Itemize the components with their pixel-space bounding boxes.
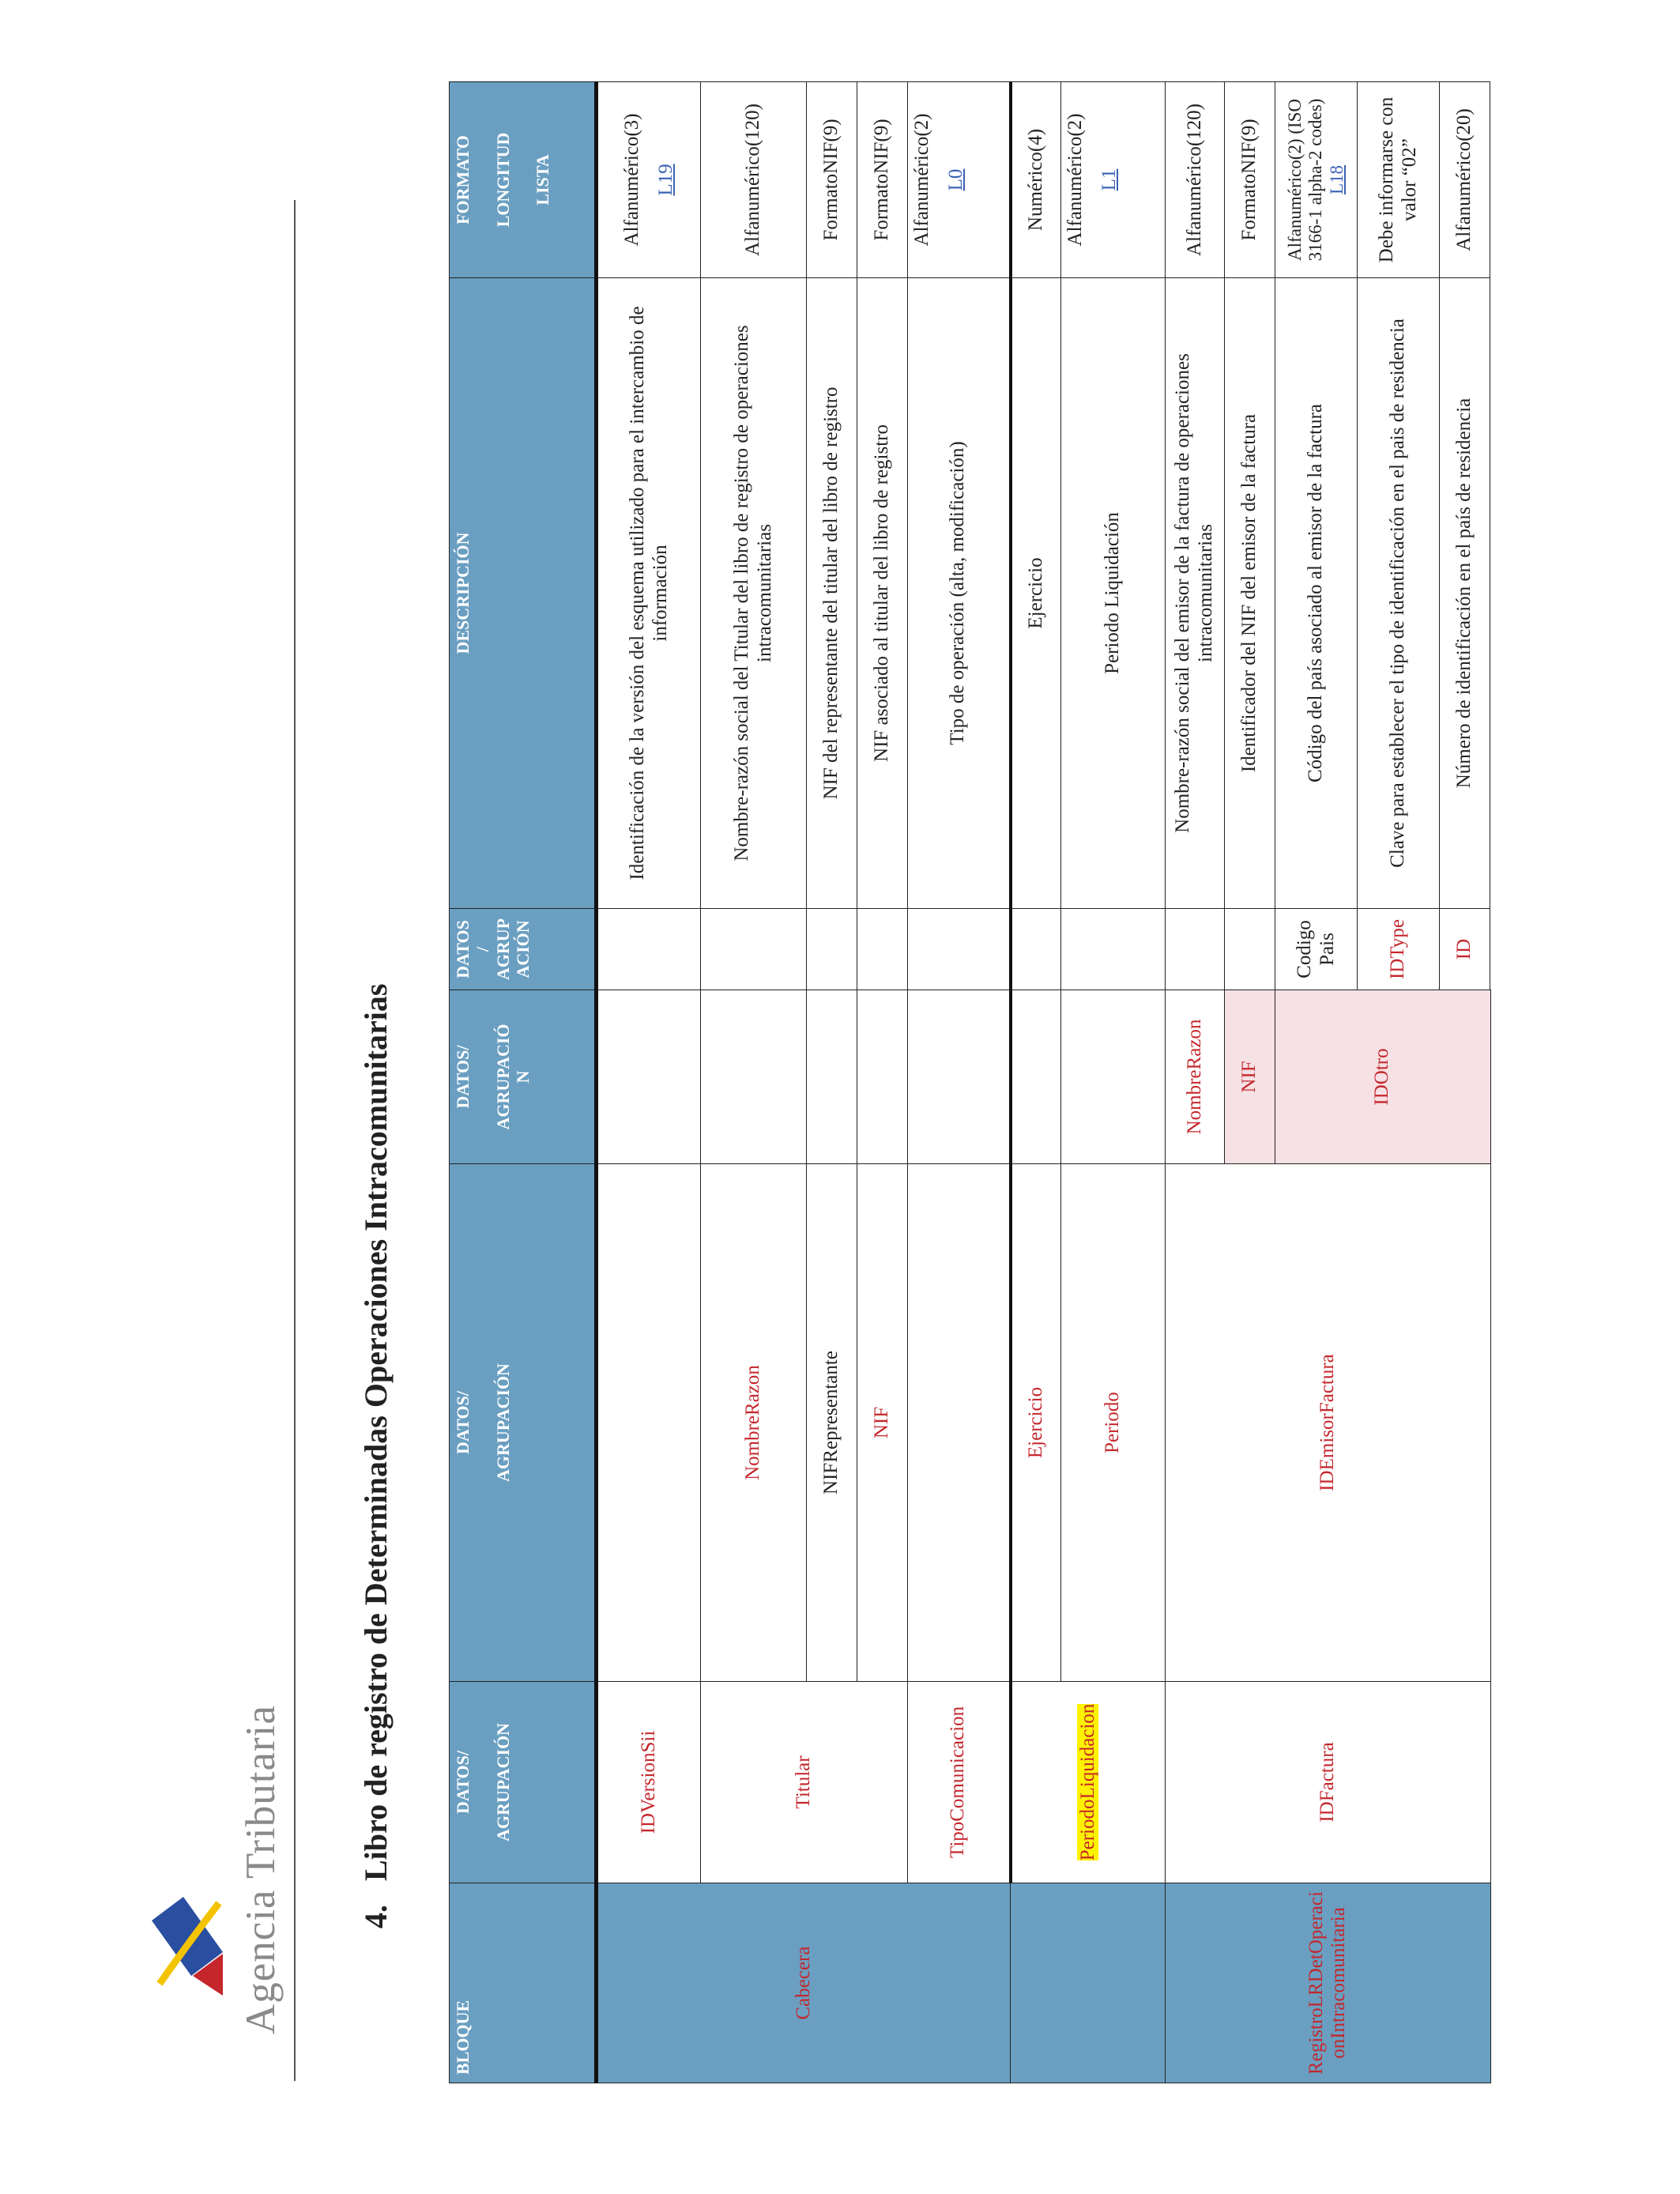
desc-nif-titular: NIF asociado al titular del libro de registro (857, 278, 908, 909)
desc-periodo: Periodo Liquidación (1061, 278, 1166, 909)
cell-codigopais: Codigo Pais (1275, 909, 1358, 990)
cell-periodo: Periodo (1061, 1164, 1166, 1682)
table-row (1166, 82, 1225, 2083)
cell-nombrerazon: NombreRazon (701, 1164, 807, 1682)
desc-emisor-nif: Identificador del NIF del emisor de la factura (1225, 278, 1275, 909)
table-row (1011, 82, 1061, 2083)
desc-nombrerazon: Nombre-razón social del Titular del libro de registro de operaciones intracomunitarias (701, 278, 807, 909)
fmt-codigopais: Alfanumérico(2) (ISO 3166-1 alpha-2 codes) L18 (1275, 82, 1358, 278)
fmt-idversionsii: Alfanumérico(3) L19 (597, 82, 701, 278)
cell-emisor-nombrerazon: NombreRazon (1166, 990, 1225, 1164)
header-rule (294, 200, 296, 2081)
list-link-l1[interactable]: L1 (1098, 168, 1120, 191)
section-number: 4. (358, 1905, 394, 1928)
cell-id: ID (1440, 909, 1490, 990)
desc-idtype: Clave para establecer el tipo de identificación en el pais de residencia (1358, 278, 1440, 909)
header-datos-1: DATOS/ AGRUPACIÓN (450, 1682, 597, 1883)
cell-periodoliquidacion (1011, 1682, 1166, 1883)
list-link-l0[interactable]: L0 (944, 168, 966, 191)
list-link-l19[interactable]: L19 (654, 164, 676, 196)
cell-idotro: IDOtro (1275, 990, 1491, 1164)
desc-nifrepresentante: NIF del representante del titular del libro de registro (807, 278, 857, 909)
block-registro: RegistroLRDetOperacionIntracomunitaria (1166, 1883, 1491, 2083)
table-row (597, 82, 701, 2083)
desc-codigopais: Código del país asociado al emisor de la factura (1275, 278, 1358, 909)
fmt-id: Alfanumérico(20) (1440, 82, 1490, 278)
cell-titular: Titular (701, 1682, 908, 1883)
header-bloque: BLOQUE (450, 1883, 597, 2083)
cell-tipocomunicacion: TipoComunicacion (908, 1682, 1011, 1883)
cell-idemisorfactura: IDEmisorFactura (1166, 1164, 1491, 1682)
cell-idfactura: IDFactura (1166, 1682, 1491, 1883)
periodoliquidacion-highlight: PeriodoLiquidacion (1076, 1703, 1098, 1861)
fmt-idtype: Debe informarse con valor “02” (1358, 82, 1440, 278)
agencia-tributaria-logo-icon (152, 1897, 223, 1996)
cell-ejercicio: Ejercicio (1011, 1164, 1061, 1682)
fmt-ejercicio: Numérico(4) (1011, 82, 1061, 278)
header-datos-3: DATOS/ AGRUPACIÓ N (450, 990, 597, 1164)
desc-id: Número de identificación en el país de residencia (1440, 278, 1490, 909)
list-link-l18[interactable]: L18 (1326, 164, 1347, 195)
fmt-emisor-nombrerazon: Alfanumérico(120) (1166, 82, 1225, 278)
table-row (701, 82, 807, 2083)
cell-nifrepresentante: NIFRepresentante (807, 1164, 857, 1682)
header-datos-2: DATOS/ AGRUPACIÓN (450, 1164, 597, 1682)
fmt-nifrepresentante: FormatoNIF(9) (807, 82, 857, 278)
record-table (449, 82, 1476, 2083)
block-cabecera: Cabecera (597, 1883, 1011, 2083)
fmt-periodo: Alfanumérico(2) L1 (1061, 82, 1166, 278)
fmt-tipocomunicacion: Alfanumérico(2) L0 (908, 82, 1011, 278)
header-descripcion: DESCRIPCIÓN (450, 278, 597, 909)
header-formato: FORMATO LONGITUD LISTA (450, 82, 597, 278)
cell-emisor-nif: NIF (1225, 990, 1275, 1164)
cell-idversionsii: IDVersionSii (597, 1682, 701, 1883)
section-title-text: Libro de registro de Determinadas Operaciones Intracomunitarias (358, 983, 394, 1881)
cell-idtype: IDType (1358, 909, 1440, 990)
desc-idversionsii: Identificación de la versión del esquema utilizado para el intercambio de información (597, 278, 701, 909)
fmt-nombrerazon: Alfanumérico(120) (701, 82, 807, 278)
block-periodo (1011, 1883, 1166, 2083)
desc-ejercicio: Ejercicio (1011, 278, 1061, 909)
fmt-emisor-nif: FormatoNIF(9) (1225, 82, 1275, 278)
brand-name: Agencia Tributaria (238, 1705, 284, 2034)
section-title (357, 822, 405, 1928)
header-datos-4: DATOS / AGRUP ACIÓN (450, 909, 597, 990)
table-row (908, 82, 1011, 2083)
cell-nif-titular: NIF (857, 1164, 908, 1682)
desc-tipocomunicacion: Tipo de operación (alta, modificación) (908, 278, 1011, 909)
desc-emisor-nombrerazon: Nombre-razón social del emisor de la factura de operaciones intracomunitarias (1166, 278, 1225, 909)
fmt-nif-titular: FormatoNIF(9) (857, 82, 908, 278)
table-header-row (450, 82, 597, 2083)
